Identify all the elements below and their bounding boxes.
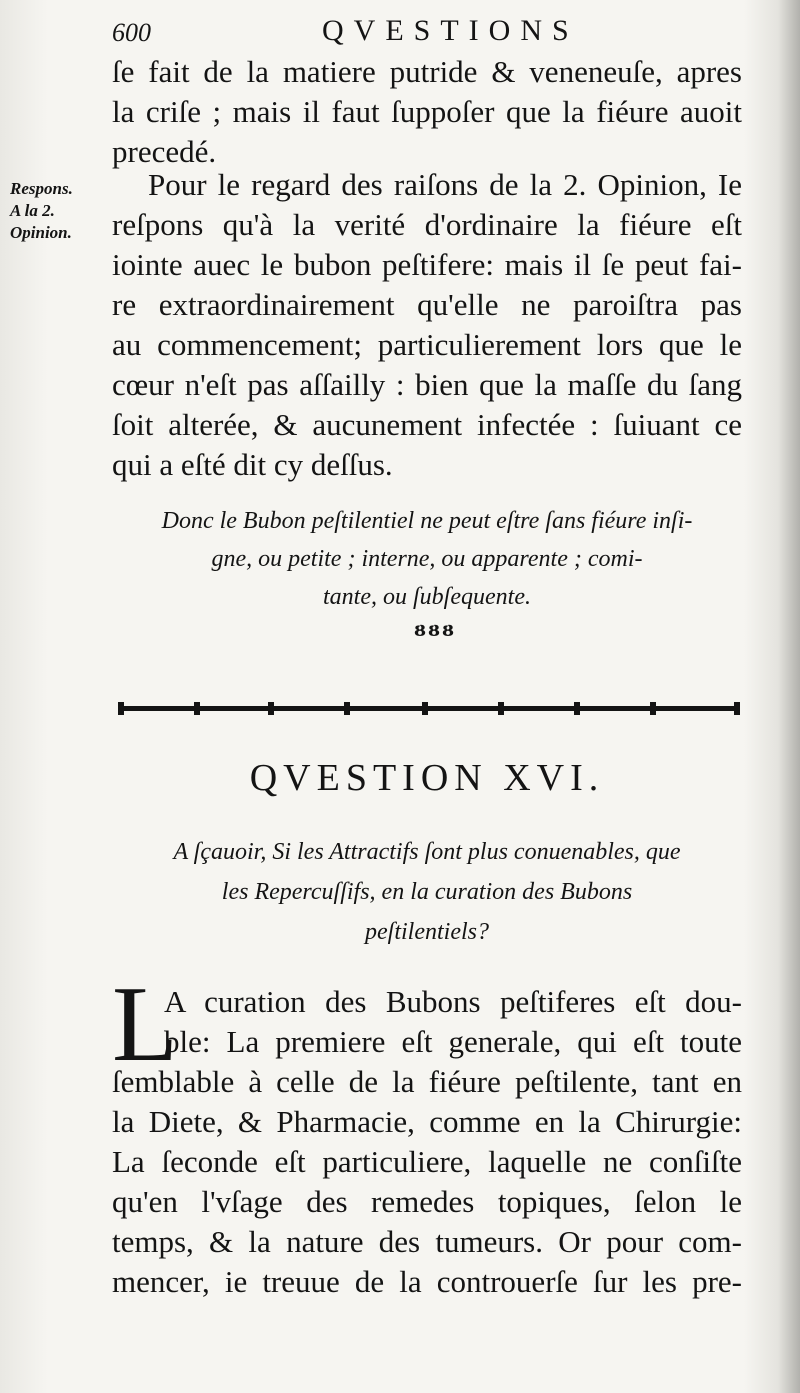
paragraph-continuation (112, 52, 742, 172)
rule-tick (574, 702, 580, 715)
section-rule (118, 702, 740, 716)
caption-line: Donc le Bubon peſtilentiel ne peut eſtre ſans fiéure inſi- (161, 508, 693, 534)
text-line: qu'en l'vſage des remedes topiques, ſelon le (112, 1184, 742, 1219)
question-subtitle (112, 832, 742, 952)
rule-tick (118, 702, 124, 715)
rule-tick (422, 702, 428, 715)
text-line: La ſeconde eſt particuliere, laquelle ne conſiſte (112, 1144, 742, 1179)
rule-tick (650, 702, 656, 715)
rule-bar (118, 706, 740, 711)
text-line: re extraordinairement qu'elle ne paroiſtra pas (112, 287, 742, 322)
text-line: reſpons qu'à la verité d'ordinaire la fiéure eſt (112, 207, 742, 242)
text-line: ſe fait de la matiere putride & veneneuſe, apres (112, 54, 742, 89)
text-line: temps, & la nature des tumeurs. Or pour com- (112, 1224, 742, 1259)
rule-tick (268, 702, 274, 715)
caption-line: tante, ou ſubſequente. (323, 584, 531, 610)
text-line: ble: La premiere eſt generale, qui eſt toute (164, 1024, 742, 1059)
caption-line: gne, ou petite ; interne, ou apparente ; comi- (211, 546, 643, 572)
drop-cap: L (112, 965, 178, 1084)
text-line: qui a eſté dit cy deſſus. (112, 447, 393, 482)
page-edge-shadow (778, 0, 800, 1393)
page-number: 600 (112, 18, 151, 47)
question-subtitle-line: A ſçauoir, Si les Attractifs ſont plus conuenables, que (173, 839, 681, 865)
question-subtitle-line: les Repercuſſifs, en la curation des Bubons (221, 879, 633, 905)
conclusion-caption (112, 502, 742, 616)
text-line: au commencement; particulierement lors que le (112, 327, 742, 362)
question-title: QVESTION XVI. (249, 757, 605, 799)
text-line: mencer, ie treuue de la controuerſe ſur les pre- (112, 1264, 742, 1299)
text-line: A curation des Bubons peſtiferes eſt dou- (164, 984, 742, 1019)
question-subtitle-line: peſtilentiels? (365, 919, 489, 945)
text-line: ſoit alterée, & aucunement infectée : ſuiuant ce (112, 407, 742, 442)
rule-tick (194, 702, 200, 715)
running-head (112, 14, 742, 50)
fleuron-ornament: ᴕᴕᴕ (413, 616, 457, 642)
paragraph-response (112, 165, 742, 485)
margin-note-line: Respons. (10, 179, 73, 198)
text-line: ſemblable à celle de la fiéure peſtilente, tant en (112, 1064, 742, 1099)
rule-tick (734, 702, 740, 715)
text-line: precedé. (112, 134, 217, 169)
margin-note-line: Opinion. (10, 223, 72, 242)
running-title: QVESTIONS (322, 14, 579, 47)
text-line: Pour le regard des raiſons de la 2. Opinion, Ie (148, 167, 742, 202)
text-line: cœur n'eſt pas aſſailly : bien que la maſſe du ſang (112, 367, 742, 402)
rule-tick (344, 702, 350, 715)
text-line: iointe auec le bubon peſtifere: mais il ſe peut fai- (112, 247, 742, 282)
margin-note-line: A la 2. (10, 201, 55, 220)
rule-tick (498, 702, 504, 715)
paragraph-answer (112, 965, 742, 1302)
margin-note (10, 178, 105, 244)
text-line: la criſe ; mais il faut ſuppoſer que la fiéure auoit (112, 94, 742, 129)
text-line: la Diete, & Pharmacie, comme en la Chirurgie: (112, 1104, 742, 1139)
